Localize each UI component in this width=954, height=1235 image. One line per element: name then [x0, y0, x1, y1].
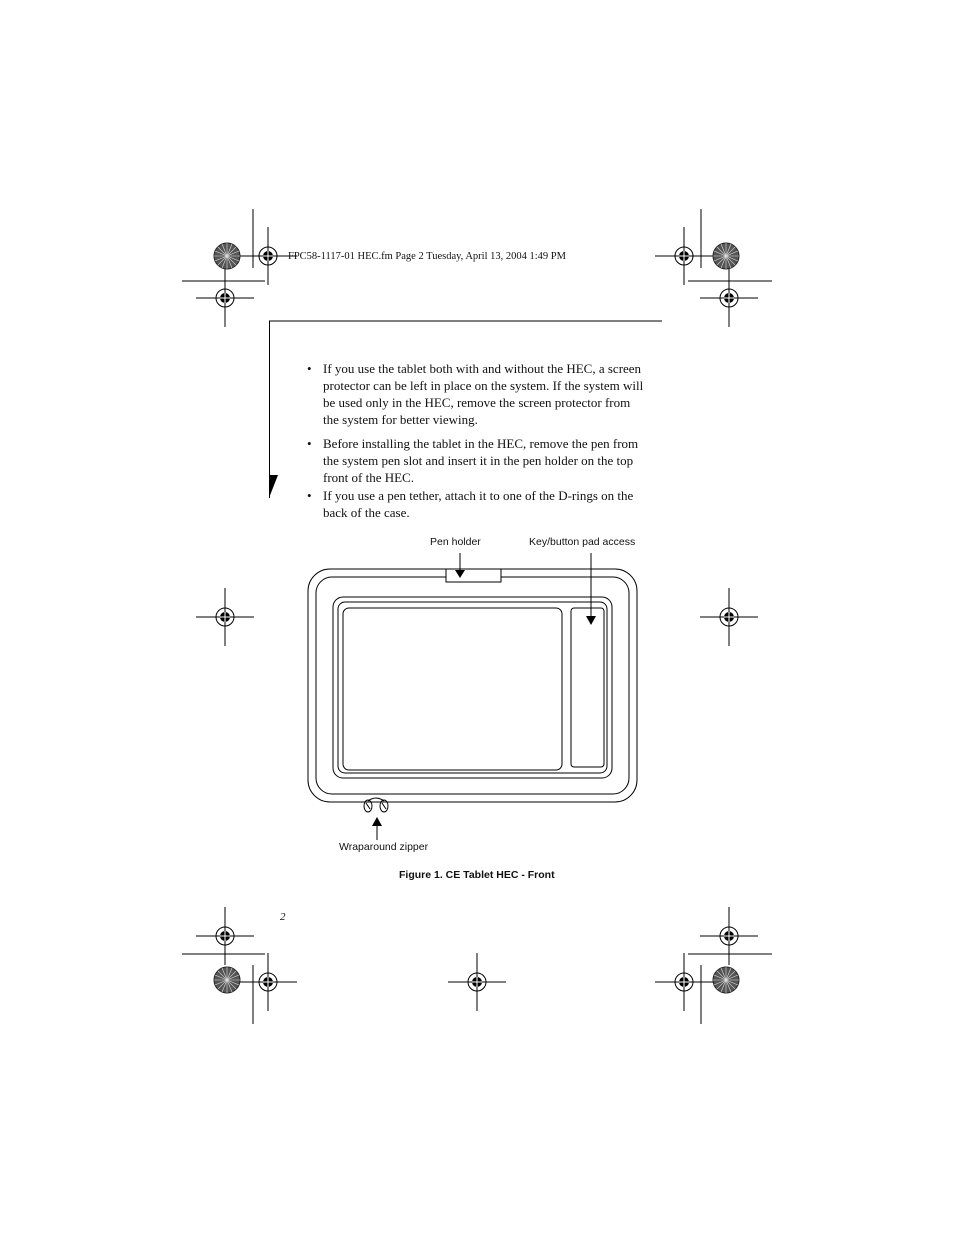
bullet-text: Before installing the tablet in the HEC, remove the pen from the system pen slot and insert it in the pen holder on the top front of the HEC. — [323, 436, 639, 485]
zipper-label: Wraparound zipper — [339, 841, 429, 853]
bullet-icon: • — [307, 436, 312, 451]
bullet-icon: • — [307, 488, 312, 503]
tablet-case-illustration — [308, 569, 637, 812]
bullet-icon: • — [307, 361, 312, 376]
key-pad-access-label: Key/button pad access — [529, 536, 636, 548]
registration-mark-icon — [196, 227, 758, 327]
figure-caption: Figure 1. CE Tablet HEC - Front — [399, 869, 555, 881]
list-item — [307, 487, 647, 521]
pen-holder-label: Pen holder — [430, 536, 481, 548]
bullet-text: If you use a pen tether, attach it to one of the D-rings on the back of the case. — [323, 488, 634, 520]
print-slug: FPC58-1117-01 HEC.fm Page 2 Tuesday, April 13, 2004 1:49 PM — [288, 251, 566, 262]
page-number: 2 — [280, 911, 286, 923]
bullet-list — [307, 360, 647, 528]
bullet-text: If you use the tablet both with and without the HEC, a screen protector can be left in place on the system. If the system will be used only in the HEC, remove the screen protector from the system for better viewing. — [323, 361, 644, 427]
list-item — [307, 360, 647, 428]
list-item — [307, 435, 647, 486]
